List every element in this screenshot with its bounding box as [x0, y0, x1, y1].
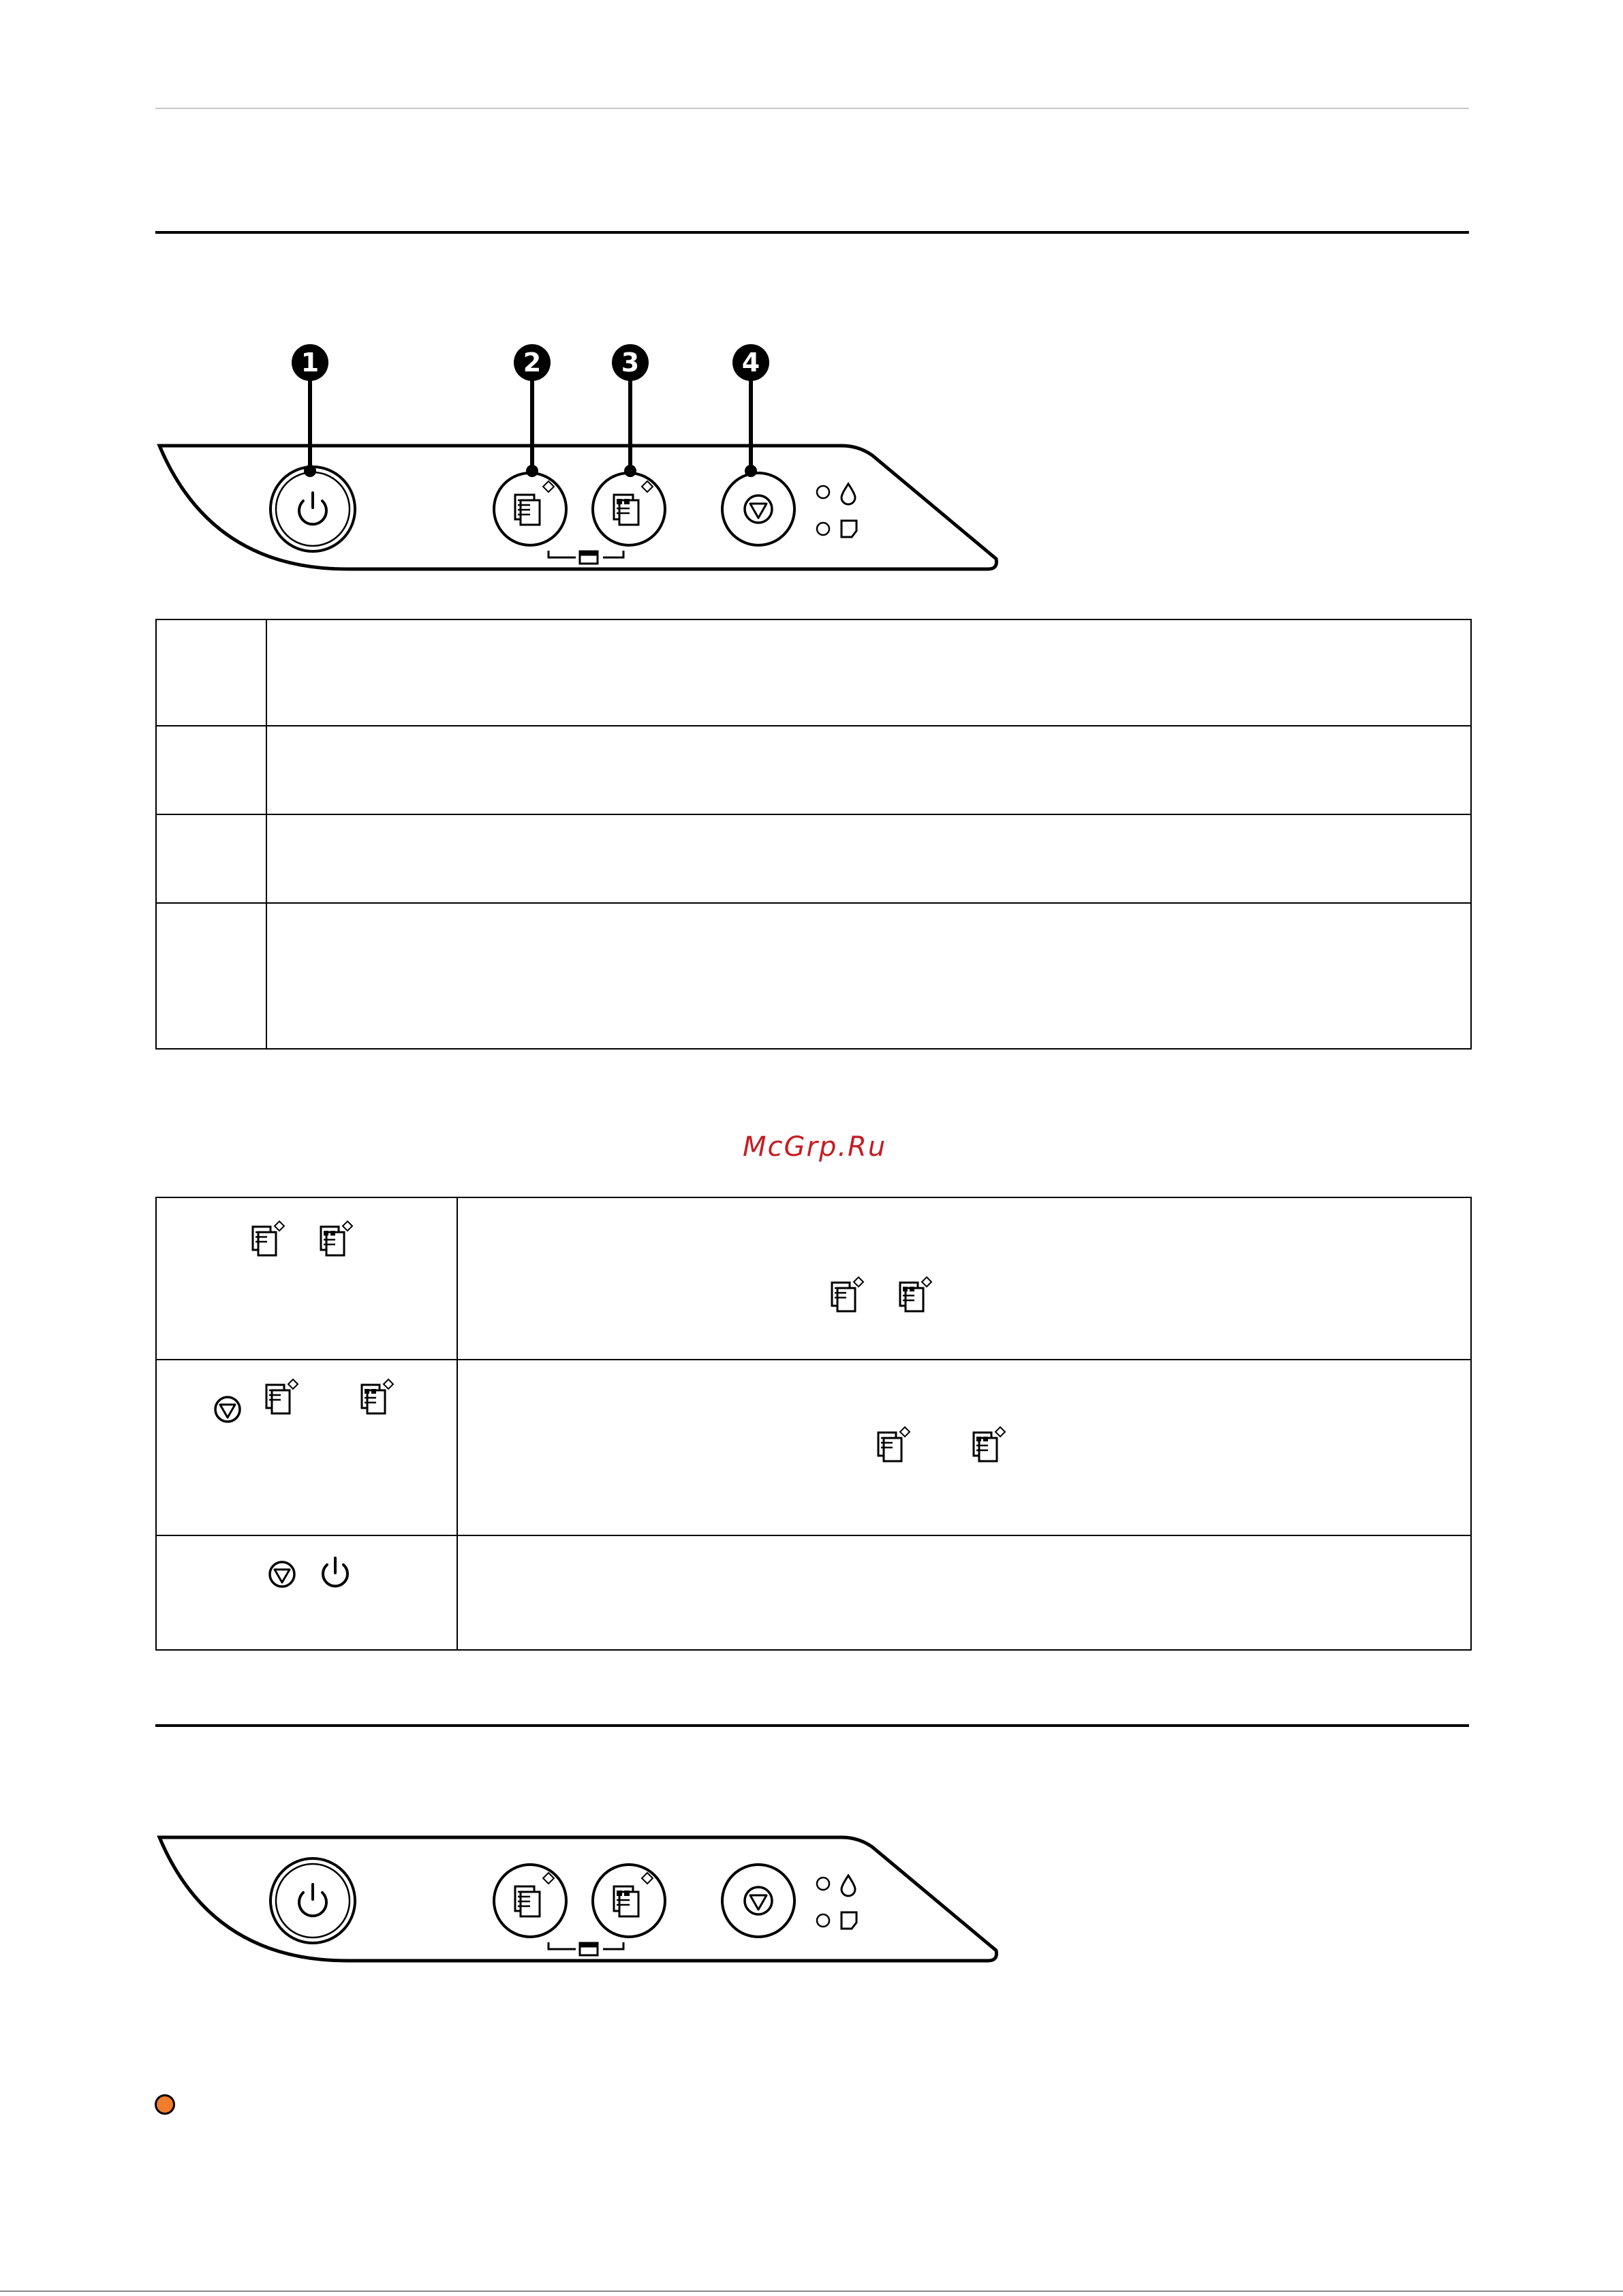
table-row [156, 726, 1471, 814]
callout-3: 3 [612, 344, 649, 381]
bw-copy-icon [874, 1426, 915, 1467]
orange-bullet-icon [155, 2094, 175, 2115]
stop-button [722, 1865, 794, 1937]
table-row [156, 1535, 1471, 1650]
bw-copy-icon [249, 1220, 290, 1261]
watermark: McGrp.Ru [743, 1131, 887, 1163]
color-copy-button [593, 473, 665, 545]
color-copy-icon [970, 1426, 1010, 1467]
stop-button [722, 473, 794, 545]
callout-1: 1 [292, 344, 328, 381]
callout-2: 2 [514, 344, 551, 381]
bw-copy-icon [828, 1276, 869, 1317]
bw-copy-button [494, 1865, 566, 1937]
bw-copy-icon [262, 1378, 303, 1419]
section-rule-2 [155, 1724, 1469, 1727]
color-copy-icon [896, 1276, 937, 1317]
color-copy-icon [358, 1378, 399, 1419]
stop-icon [211, 1393, 244, 1426]
power-icon [316, 1554, 354, 1592]
footer-rule [0, 2291, 1623, 2292]
table-row [156, 619, 1471, 726]
table-row [156, 1360, 1471, 1535]
table-row [156, 903, 1471, 1049]
buttons-table [155, 619, 1472, 1050]
power-button [270, 1858, 355, 1943]
color-copy-icon [317, 1220, 358, 1261]
header-rule [155, 108, 1469, 109]
control-panel-diagram-2 [150, 1828, 1008, 1971]
stop-icon [266, 1558, 298, 1591]
bw-copy-button [494, 473, 566, 545]
table-row [156, 814, 1471, 903]
color-copy-button [593, 1865, 665, 1937]
power-button [270, 467, 355, 551]
section-rule-1 [155, 231, 1469, 234]
callout-4: 4 [732, 344, 769, 381]
control-panel-diagram-1 [150, 436, 1008, 579]
